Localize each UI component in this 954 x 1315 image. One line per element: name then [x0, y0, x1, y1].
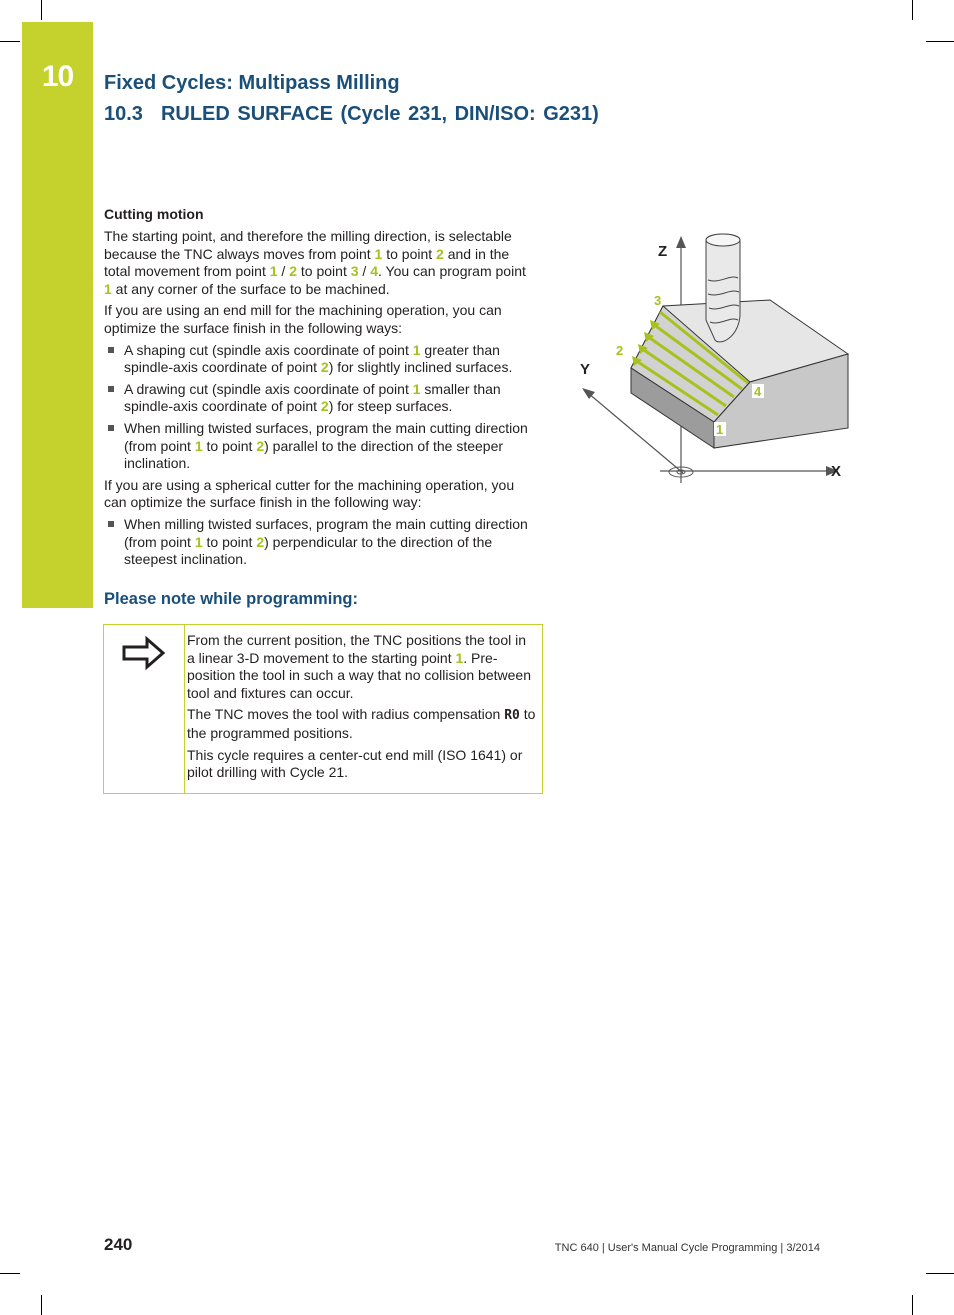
- section-title: [104, 103, 599, 126]
- end-mill-list: [104, 342, 536, 473]
- page-number: 240: [104, 1235, 133, 1254]
- programming-heading: Please note while programming:: [104, 590, 358, 608]
- list-item: A shaping cut (spindle axis coordinate of point 1 greater than spindle-axis coordinate of point 2) for slightly inclined surfaces.: [104, 342, 536, 377]
- chapter-number: 10: [41, 60, 74, 93]
- z-axis-arrow: [676, 236, 686, 248]
- note-text: [187, 632, 537, 786]
- spherical-list: [104, 516, 536, 569]
- point-2-label: 2: [616, 343, 624, 358]
- list-item: When milling twisted surfaces, program the main cutting direction (from point 1 to point 2) parallel to the direction of the steeper inclination.: [104, 420, 536, 473]
- section-number: 10.3: [104, 103, 143, 125]
- crop-mark: [0, 41, 20, 42]
- paragraph: The starting point, and therefore the milling direction, is selectable because the TNC always moves from point 1 to point 2 and in the total movement from point 1 / 2 to point 3 / 4. You can program point 1 at any corner of the surface to be machined.: [104, 228, 526, 297]
- point-3-label: 3: [654, 293, 662, 308]
- axis-y-label: Y: [580, 361, 591, 378]
- arrow-right-icon: [121, 635, 167, 671]
- crop-mark: [41, 1295, 42, 1315]
- note-box: [103, 624, 543, 794]
- ruled-surface-figure: [570, 228, 860, 493]
- crop-mark: [41, 0, 42, 20]
- footer-text: TNC 640 | User's Manual Cycle Programming | 3/2014: [554, 1242, 820, 1254]
- point-4-label: 4: [754, 384, 762, 399]
- list-item: When milling twisted surfaces, program the main cutting direction (from point 1 to point 2) perpendicular to the direction of the steepest inclination.: [104, 516, 536, 569]
- note-paragraph: This cycle requires a center-cut end mill (ISO 1641) or pilot drilling with Cycle 21.: [187, 746, 523, 781]
- paragraph: If you are using an end mill for the machining operation, you can optimize the surface finish in the following ways:: [104, 302, 502, 336]
- cutting-motion-body: [104, 228, 536, 569]
- cutting-motion-heading: Cutting motion: [104, 206, 204, 222]
- chapter-title: Fixed Cycles: Multipass Milling: [104, 72, 400, 94]
- crop-mark: [0, 1273, 20, 1274]
- point-1-label: 1: [716, 422, 724, 437]
- note-paragraph: From the current position, the TNC positions the tool in a linear 3-D movement to the starting point 1. Pre-position the tool in such a way that no collision between tool and fixtures can occur.: [187, 632, 531, 701]
- section-title-text: RULED SURFACE (Cycle 231, DIN/ISO: G231): [160, 103, 599, 125]
- list-item: A drawing cut (spindle axis coordinate of point 1 smaller than spindle-axis coordinate of point 2) for steep surfaces.: [104, 381, 536, 416]
- crop-mark: [912, 0, 913, 20]
- paragraph: If you are using a spherical cutter for the machining operation, you can optimize the surface finish in the following way:: [104, 476, 515, 511]
- crop-mark: [912, 1295, 913, 1315]
- crop-mark: [926, 41, 954, 42]
- note-paragraph: The TNC moves the tool with radius compensation R0 to the programmed positions.: [187, 706, 536, 741]
- divider: [184, 625, 185, 793]
- chapter-tab: [22, 22, 93, 608]
- crop-mark: [926, 1273, 954, 1274]
- end-mill-tool: [706, 234, 740, 342]
- axis-x-label: X: [831, 463, 842, 480]
- axis-z-label: Z: [658, 243, 668, 260]
